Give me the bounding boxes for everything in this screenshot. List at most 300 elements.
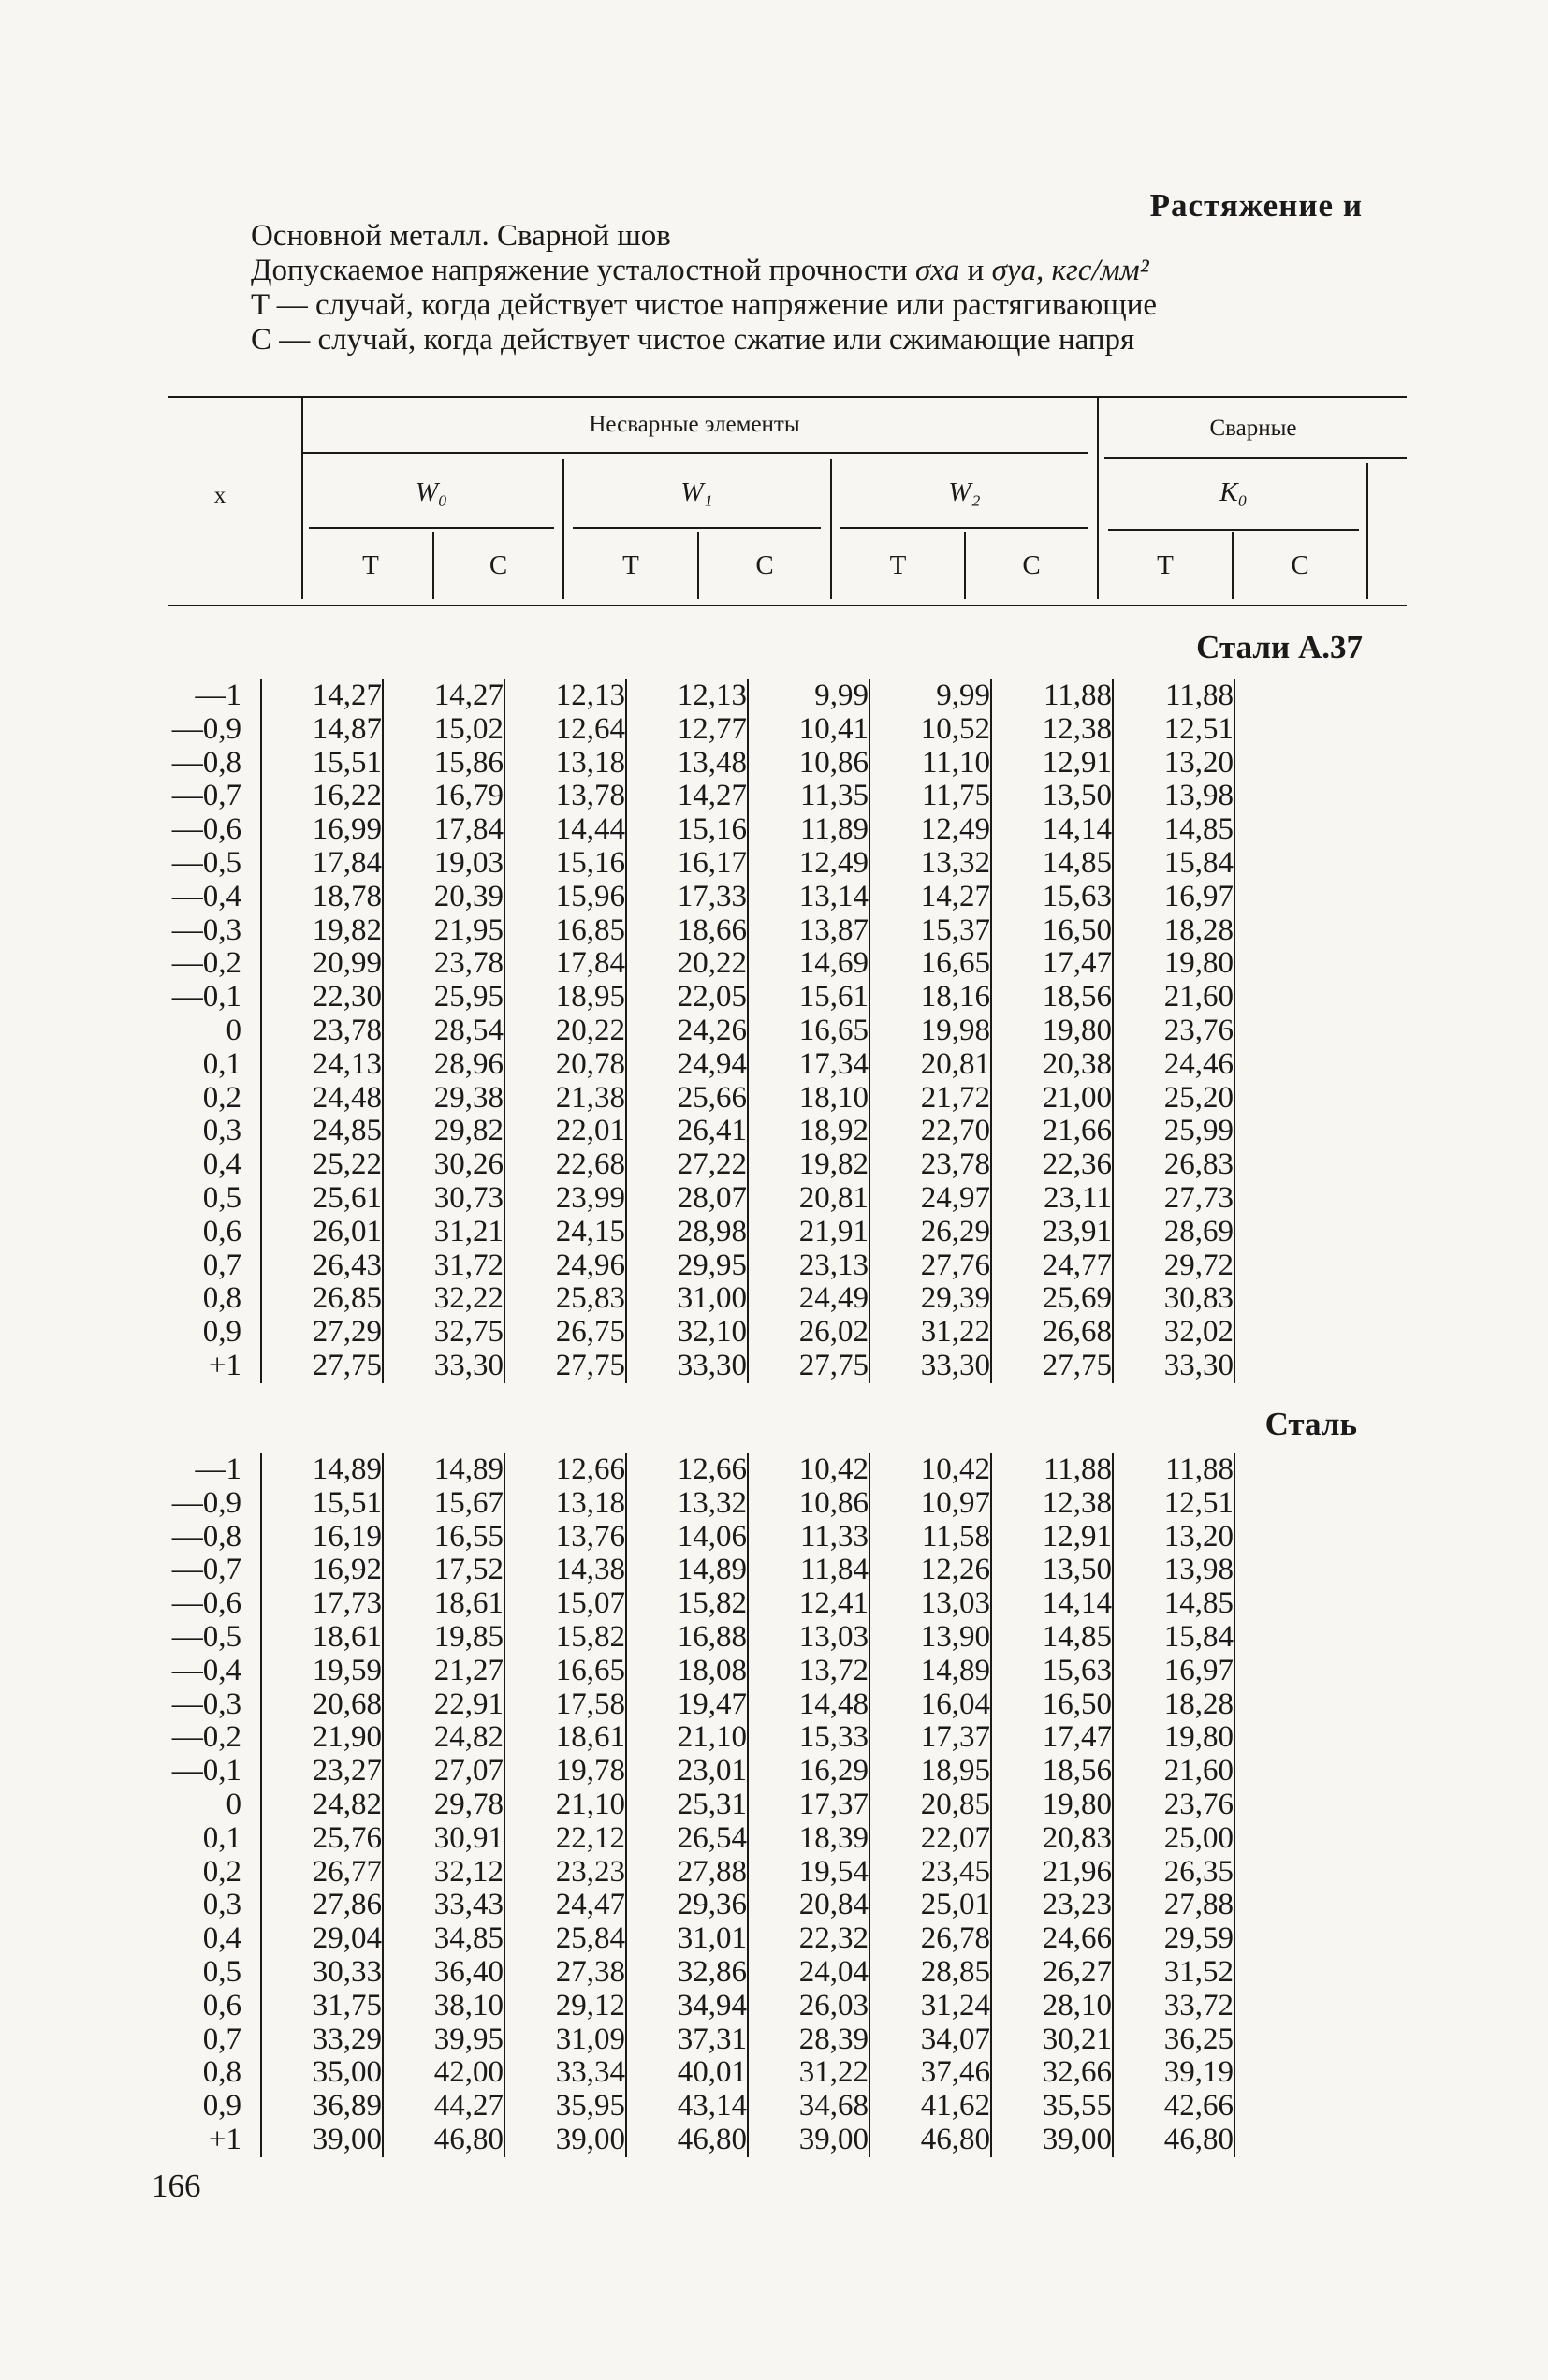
sub-label-k0-t: T [1157, 550, 1174, 580]
value-cell: 21,27 [383, 1655, 504, 1688]
value-cell: 17,73 [261, 1587, 383, 1621]
value-cell: 30,91 [383, 1822, 504, 1856]
x-column-divider-cell [241, 1148, 261, 1182]
value-cell: 19,80 [991, 1015, 1113, 1048]
table-row [157, 947, 1234, 981]
value-cell: 27,75 [991, 1350, 1113, 1383]
x-column-divider-cell [241, 1688, 261, 1722]
x-value-cell: —0,8 [171, 1519, 241, 1554]
value-cell: 27,73 [1113, 1182, 1234, 1216]
x-value-cell: —0,4 [171, 879, 241, 913]
value-cell: 10,86 [748, 1487, 869, 1521]
table-row [157, 1282, 1234, 1316]
value-cell: 16,17 [626, 847, 748, 881]
table-row [157, 1316, 1234, 1350]
value-cell: 15,07 [504, 1587, 626, 1621]
value-cell: 25,31 [626, 1789, 748, 1822]
value-cell: 12,91 [991, 747, 1113, 781]
value-cell: 27,88 [1113, 1889, 1234, 1922]
x-value-cell: —0,9 [171, 1485, 241, 1520]
value-cell: 13,20 [1113, 1521, 1234, 1555]
x-value-cell: 0,9 [202, 1315, 241, 1350]
value-cell: 25,61 [261, 1182, 383, 1216]
value-cell: 26,27 [991, 1956, 1113, 1990]
value-cell: 16,22 [261, 780, 383, 813]
x-column-divider-cell [241, 1487, 261, 1521]
value-cell: 28,10 [991, 1990, 1113, 2023]
value-cell: 32,12 [383, 1856, 504, 1890]
value-cell: 15,61 [748, 981, 869, 1015]
value-cell: 12,38 [991, 1487, 1113, 1521]
value-cell: 14,89 [261, 1453, 383, 1487]
sub-underline-w1 [573, 527, 821, 529]
x-column-divider-cell [241, 847, 261, 881]
value-cell: 12,49 [748, 847, 869, 881]
value-cell: 36,40 [383, 1956, 504, 1990]
value-cell: 18,78 [261, 881, 383, 914]
value-cell: 34,07 [869, 2023, 991, 2057]
value-cell: 17,84 [261, 847, 383, 881]
value-cell: 27,75 [504, 1350, 626, 1383]
value-cell: 17,84 [504, 947, 626, 981]
value-cell: 16,65 [869, 947, 991, 981]
x-value-cell: —1 [195, 1453, 241, 1486]
x-column-divider-cell [241, 1182, 261, 1216]
value-cell: 26,78 [869, 1922, 991, 1956]
x-column-divider-cell [241, 1755, 261, 1789]
value-cell: 11,35 [748, 780, 869, 813]
column-label-w1: W₁ [680, 477, 713, 507]
value-cell: 16,65 [748, 1015, 869, 1048]
value-cell: 13,32 [869, 847, 991, 881]
value-cell: 23,01 [626, 1755, 748, 1789]
table-row [157, 1688, 1234, 1722]
value-cell: 27,86 [261, 1889, 383, 1922]
value-cell: 26,03 [748, 1990, 869, 2023]
value-cell: 29,72 [1113, 1249, 1234, 1283]
value-cell: 37,31 [626, 2023, 748, 2057]
value-cell: 13,72 [748, 1655, 869, 1688]
sub-label-w0-c: C [489, 550, 508, 580]
value-cell: 12,26 [869, 1554, 991, 1587]
value-cell: 13,03 [748, 1621, 869, 1655]
value-cell: 12,66 [504, 1453, 626, 1487]
value-cell: 24,13 [261, 1048, 383, 1082]
value-cell: 14,85 [991, 847, 1113, 881]
value-cell: 22,91 [383, 1688, 504, 1722]
value-cell: 38,10 [383, 1990, 504, 2023]
value-cell: 24,47 [504, 1889, 626, 1922]
value-cell: 25,83 [504, 1282, 626, 1316]
value-cell: 25,69 [991, 1282, 1113, 1316]
value-cell: 12,13 [626, 679, 748, 713]
value-cell: 13,32 [626, 1487, 748, 1521]
value-cell: 13,03 [869, 1587, 991, 1621]
value-cell: 46,80 [626, 2124, 748, 2157]
value-cell: 18,16 [869, 981, 991, 1015]
sub-label-w2-c: C [1022, 550, 1041, 580]
value-cell: 15,67 [383, 1487, 504, 1521]
value-cell: 16,97 [1113, 1655, 1234, 1688]
value-cell: 14,48 [748, 1688, 869, 1722]
value-cell: 31,75 [261, 1990, 383, 2023]
value-cell: 13,18 [504, 1487, 626, 1521]
value-cell: 20,39 [383, 881, 504, 914]
x-column-divider-cell [241, 1789, 261, 1822]
value-cell: 24,15 [504, 1216, 626, 1249]
value-cell: 20,22 [504, 1015, 626, 1048]
value-cell: 22,07 [869, 1822, 991, 1856]
value-cell: 15,82 [626, 1587, 748, 1621]
x-column-divider-cell [241, 1282, 261, 1316]
value-cell: 24,49 [748, 1282, 869, 1316]
value-cell: 18,95 [869, 1755, 991, 1789]
table-row [157, 1856, 1234, 1890]
table-row [157, 2090, 1234, 2124]
value-cell: 25,01 [869, 1889, 991, 1922]
value-cell: 9,99 [869, 679, 991, 713]
value-cell: 26,01 [261, 1216, 383, 1249]
value-cell: 30,26 [383, 1148, 504, 1182]
value-cell: 24,77 [991, 1249, 1113, 1283]
value-cell: 12,64 [504, 713, 626, 747]
value-cell: 11,84 [748, 1554, 869, 1587]
x-value-cell: 0,6 [202, 1214, 241, 1248]
data-table-section-1 [157, 679, 1235, 1383]
x-column-divider-cell [241, 881, 261, 914]
table-row [157, 1487, 1234, 1521]
value-cell: 27,22 [626, 1148, 748, 1182]
table-row [157, 1655, 1234, 1688]
value-cell: 23,23 [991, 1889, 1113, 1922]
value-cell: 28,85 [869, 1956, 991, 1990]
x-column-divider-cell [241, 747, 261, 781]
x-column-divider-cell [241, 1015, 261, 1048]
x-column-divider-cell [241, 2023, 261, 2057]
value-cell: 13,87 [748, 914, 869, 948]
x-column-divider-cell [241, 1822, 261, 1856]
value-cell: 16,65 [504, 1655, 626, 1688]
value-cell: 34,85 [383, 1922, 504, 1956]
value-cell: 13,48 [626, 747, 748, 781]
table-row [157, 1115, 1234, 1148]
table-row [157, 981, 1234, 1015]
value-cell: 16,29 [748, 1755, 869, 1789]
value-cell: 17,52 [383, 1554, 504, 1587]
sub-label-w1-c: C [755, 550, 774, 580]
x-value-cell: 0,3 [202, 1114, 241, 1148]
intro-line-2-mid: и [959, 254, 992, 287]
value-cell: 24,85 [261, 1115, 383, 1148]
value-cell: 20,81 [869, 1048, 991, 1082]
column-label-w0: W₀ [415, 477, 448, 507]
value-cell: 20,78 [504, 1048, 626, 1082]
value-cell: 12,51 [1113, 1487, 1234, 1521]
x-value-cell: 0,1 [202, 1820, 241, 1855]
value-cell: 26,85 [261, 1282, 383, 1316]
value-cell: 14,89 [383, 1453, 504, 1487]
value-cell: 16,85 [504, 914, 626, 948]
table-row [157, 914, 1234, 948]
x-column-divider-cell [241, 713, 261, 747]
x-value-cell: —0,1 [171, 1754, 241, 1789]
value-cell: 14,85 [1113, 1587, 1234, 1621]
value-cell: 21,10 [626, 1721, 748, 1755]
value-cell: 32,66 [991, 2056, 1113, 2090]
value-cell: 13,50 [991, 1554, 1113, 1587]
x-column-divider-cell [241, 2056, 261, 2090]
value-cell: 12,66 [626, 1453, 748, 1487]
column-label-w2: W₂ [948, 477, 981, 507]
value-cell: 12,49 [869, 813, 991, 847]
x-column-divider-cell [241, 2090, 261, 2124]
group-underline-unwelded [301, 452, 1088, 454]
value-cell: 31,21 [383, 1216, 504, 1249]
value-cell: 12,13 [504, 679, 626, 713]
value-cell: 18,92 [748, 1115, 869, 1148]
x-value-cell: —0,7 [171, 1553, 241, 1587]
table-row [157, 1990, 1234, 2023]
value-cell: 20,84 [748, 1889, 869, 1922]
table-row [157, 1755, 1234, 1789]
value-cell: 9,99 [748, 679, 869, 713]
group-underline-welded [1104, 457, 1407, 459]
value-cell: 19,98 [869, 1015, 991, 1048]
value-cell: 39,00 [991, 2124, 1113, 2157]
value-cell: 17,37 [748, 1789, 869, 1822]
value-cell: 16,99 [261, 813, 383, 847]
x-value-cell: —0,6 [171, 812, 241, 847]
value-cell: 15,63 [991, 881, 1113, 914]
value-cell: 23,27 [261, 1755, 383, 1789]
value-cell: 31,52 [1113, 1956, 1234, 1990]
value-cell: 29,12 [504, 1990, 626, 2023]
value-cell: 27,29 [261, 1316, 383, 1350]
table-row [157, 679, 1234, 713]
value-cell: 22,05 [626, 981, 748, 1015]
x-column-divider-cell [241, 1216, 261, 1249]
value-cell: 11,75 [869, 780, 991, 813]
value-cell: 31,72 [383, 1249, 504, 1283]
value-cell: 34,94 [626, 1990, 748, 2023]
value-cell: 16,50 [991, 1688, 1113, 1722]
section-title: Растяжение и [1149, 187, 1363, 224]
value-cell: 11,88 [991, 1453, 1113, 1487]
table-row [157, 2056, 1234, 2090]
value-cell: 24,04 [748, 1956, 869, 1990]
x-column-divider-cell [241, 1453, 261, 1487]
x-value-cell: +1 [208, 1348, 241, 1382]
table-row [157, 780, 1234, 813]
value-cell: 14,14 [991, 813, 1113, 847]
value-cell: 15,84 [1113, 847, 1234, 881]
value-cell: 22,32 [748, 1922, 869, 1956]
value-cell: 20,99 [261, 947, 383, 981]
value-cell: 37,46 [869, 2056, 991, 2090]
value-cell: 27,38 [504, 1956, 626, 1990]
x-column-divider-cell [241, 1856, 261, 1890]
value-cell: 20,83 [991, 1822, 1113, 1856]
value-cell: 18,56 [991, 1755, 1113, 1789]
value-cell: 29,36 [626, 1889, 748, 1922]
value-cell: 19,03 [383, 847, 504, 881]
table-row [157, 1182, 1234, 1216]
x-column-divider-cell [241, 1048, 261, 1082]
x-column-divider-cell [241, 813, 261, 847]
page-number: 166 [152, 2168, 201, 2204]
value-cell: 44,27 [383, 2090, 504, 2124]
x-value-cell: —1 [195, 679, 241, 712]
value-cell: 14,27 [383, 679, 504, 713]
value-cell: 24,82 [261, 1789, 383, 1822]
value-cell: 29,82 [383, 1115, 504, 1148]
value-cell: 21,72 [869, 1082, 991, 1116]
value-cell: 23,78 [383, 947, 504, 981]
value-cell: 24,26 [626, 1015, 748, 1048]
value-cell: 29,95 [626, 1249, 748, 1283]
value-cell: 15,86 [383, 747, 504, 781]
value-cell: 18,10 [748, 1082, 869, 1116]
table-row [157, 1822, 1234, 1856]
value-cell: 15,02 [383, 713, 504, 747]
header-bottom-rule [168, 605, 1407, 606]
value-cell: 30,73 [383, 1182, 504, 1216]
x-column-divider-cell [241, 2124, 261, 2157]
table-row [157, 1048, 1234, 1082]
x-value-cell: 0,5 [202, 1954, 241, 1989]
value-cell: 14,27 [626, 780, 748, 813]
value-cell: 21,00 [991, 1082, 1113, 1116]
x-column-divider-cell [241, 1655, 261, 1688]
value-cell: 25,22 [261, 1148, 383, 1182]
value-cell: 25,20 [1113, 1082, 1234, 1116]
value-cell: 18,61 [383, 1587, 504, 1621]
value-cell: 14,89 [626, 1554, 748, 1587]
header-top-rule [168, 396, 1407, 398]
value-cell: 15,96 [504, 881, 626, 914]
value-cell: 17,47 [991, 1721, 1113, 1755]
x-column-divider-cell [241, 1922, 261, 1956]
value-cell: 32,10 [626, 1316, 748, 1350]
sub-underline-w0 [309, 527, 554, 529]
value-cell: 22,01 [504, 1115, 626, 1148]
x-column-divider-cell [241, 1990, 261, 2023]
value-cell: 21,60 [1113, 1755, 1234, 1789]
group-label-welded: Сварные [1209, 416, 1297, 441]
x-column-divider-cell [241, 914, 261, 948]
x-column-divider-cell [241, 1554, 261, 1587]
x-value-cell: 0,4 [202, 1921, 241, 1956]
value-cell: 21,90 [261, 1721, 383, 1755]
value-cell: 28,07 [626, 1182, 748, 1216]
value-cell: 41,62 [869, 2090, 991, 2124]
value-cell: 32,02 [1113, 1316, 1234, 1350]
value-cell: 15,84 [1113, 1621, 1234, 1655]
value-cell: 21,60 [1113, 981, 1234, 1015]
value-cell: 19,47 [626, 1688, 748, 1722]
value-cell: 26,68 [991, 1316, 1113, 1350]
value-cell: 28,96 [383, 1048, 504, 1082]
table-row [157, 1621, 1234, 1655]
value-cell: 10,52 [869, 713, 991, 747]
sigma-ya: σya [991, 254, 1036, 287]
value-cell: 31,22 [748, 2056, 869, 2090]
value-cell: 23,78 [869, 1148, 991, 1182]
x-value-cell: —0,1 [171, 980, 241, 1015]
value-cell: 13,14 [748, 881, 869, 914]
value-cell: 26,43 [261, 1249, 383, 1283]
value-cell: 21,96 [991, 1856, 1113, 1890]
value-cell: 21,66 [991, 1115, 1113, 1148]
x-column-divider-cell [241, 1889, 261, 1922]
x-column-divider-cell [241, 1316, 261, 1350]
value-cell: 24,94 [626, 1048, 748, 1082]
x-value-cell: —0,9 [171, 711, 241, 746]
value-cell: 26,54 [626, 1822, 748, 1856]
value-cell: 33,29 [261, 2023, 383, 2057]
value-cell: 18,39 [748, 1822, 869, 1856]
x-value-cell: 0,7 [202, 1248, 241, 1282]
value-cell: 11,88 [1113, 679, 1234, 713]
value-cell: 17,47 [991, 947, 1113, 981]
value-cell: 40,01 [626, 2056, 748, 2090]
table-row [157, 1521, 1234, 1555]
value-cell: 20,81 [748, 1182, 869, 1216]
value-cell: 11,89 [748, 813, 869, 847]
x-value-cell: 0,4 [202, 1147, 241, 1182]
value-cell: 13,90 [869, 1621, 991, 1655]
table-row [157, 1587, 1234, 1621]
value-cell: 14,38 [504, 1554, 626, 1587]
value-cell: 17,37 [869, 1721, 991, 1755]
x-value-cell: —0,4 [171, 1653, 241, 1687]
value-cell: 19,82 [748, 1148, 869, 1182]
sub-label-k0-c: C [1291, 550, 1309, 580]
value-cell: 14,14 [991, 1587, 1113, 1621]
sigma-xa: σxa [914, 254, 960, 287]
value-cell: 13,78 [504, 780, 626, 813]
value-cell: 23,99 [504, 1182, 626, 1216]
x-value-cell: +1 [208, 2122, 241, 2156]
value-cell: 19,59 [261, 1655, 383, 1688]
value-cell: 27,88 [626, 1856, 748, 1890]
sub-label-w2-t: T [889, 550, 907, 580]
sub-label-w0-t: T [362, 550, 379, 580]
value-cell: 25,84 [504, 1922, 626, 1956]
x-value-cell: —0,5 [171, 1619, 241, 1654]
x-column-divider-cell [241, 1621, 261, 1655]
value-cell: 21,95 [383, 914, 504, 948]
value-cell: 18,28 [1113, 1688, 1234, 1722]
value-cell: 35,95 [504, 2090, 626, 2124]
value-cell: 11,10 [869, 747, 991, 781]
value-cell: 18,95 [504, 981, 626, 1015]
value-cell: 16,55 [383, 1521, 504, 1555]
value-cell: 25,00 [1113, 1822, 1234, 1856]
value-cell: 26,35 [1113, 1856, 1234, 1890]
value-cell: 15,51 [261, 1487, 383, 1521]
value-cell: 28,98 [626, 1216, 748, 1249]
value-cell: 12,38 [991, 713, 1113, 747]
value-cell: 29,38 [383, 1082, 504, 1116]
table-row [157, 1922, 1234, 1956]
sub-underline-w2 [840, 527, 1088, 529]
value-cell: 16,50 [991, 914, 1113, 948]
value-cell: 42,00 [383, 2056, 504, 2090]
value-cell: 20,85 [869, 1789, 991, 1822]
value-cell: 16,88 [626, 1621, 748, 1655]
value-cell: 15,33 [748, 1721, 869, 1755]
